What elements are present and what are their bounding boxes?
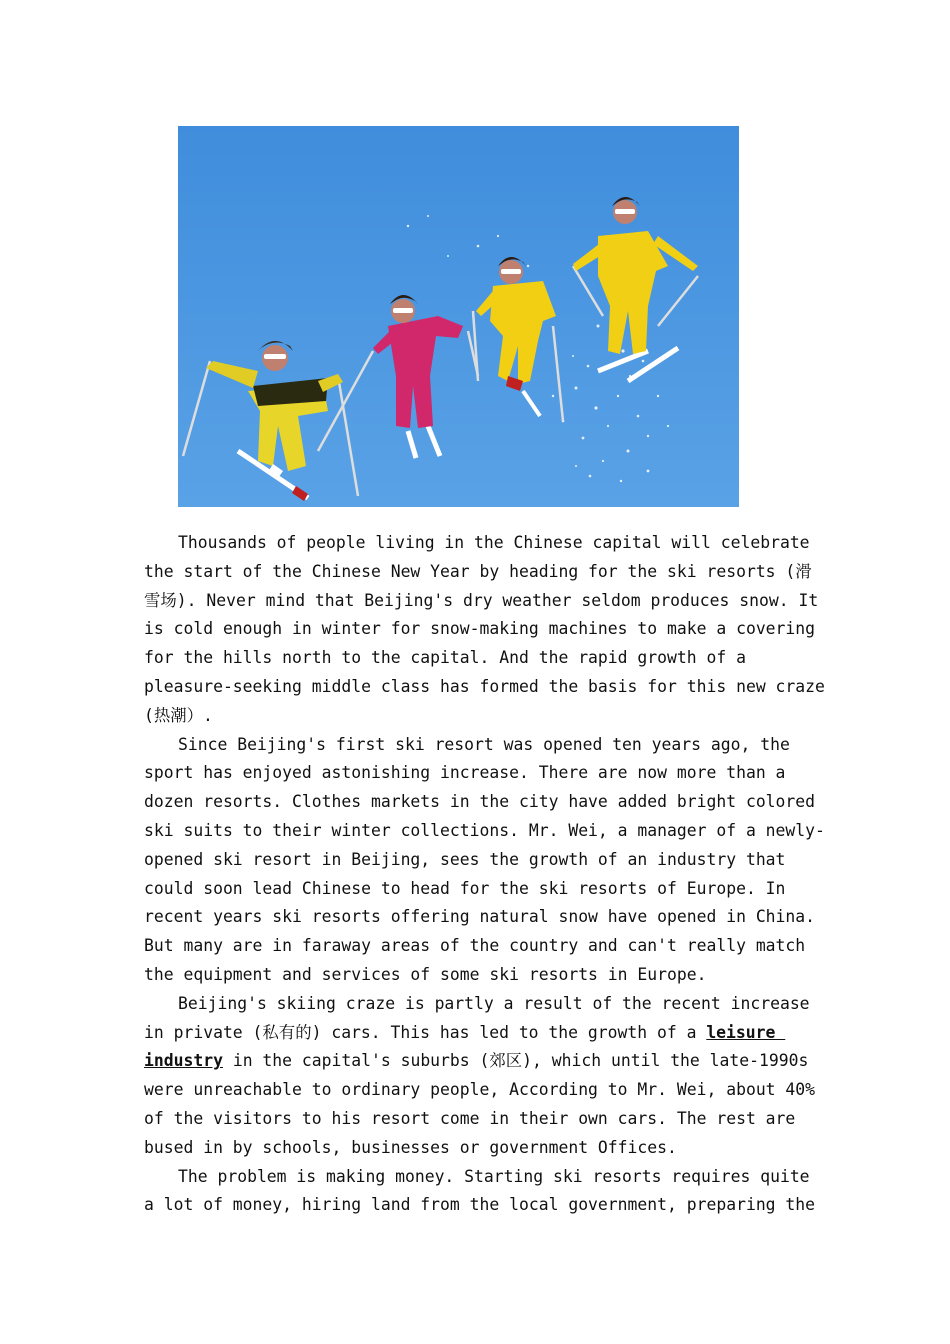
p1-line-5: for the hills north to the capital. And the rapid growth of a [144, 648, 746, 668]
skiers-photo [178, 126, 739, 507]
p4-line-1: The problem is making money. Starting ski resorts requires quite [178, 1166, 810, 1186]
p1-line-3: 雪场). Never mind that Beijing's dry weather seldom produces snow. It [144, 590, 819, 610]
p3-line-2-text: in private (私有的) cars. This has led to the growth of a [144, 1022, 707, 1042]
p2-line-2: sport has enjoyed astonishing increase. There are now more than a [144, 763, 786, 783]
p2-line-3: dozen resorts. Clothes markets in the city have added bright colored [144, 792, 816, 812]
key-term-leisure: leisure [706, 1022, 786, 1042]
p2-line-5: opened ski resort in Beijing, sees the growth of an industry that [144, 849, 786, 869]
p2-line-9: the equipment and services of some ski resorts in Europe. [144, 964, 707, 984]
p1-line-7: (热潮）. [144, 705, 213, 725]
p1-line-6: pleasure-seeking middle class has formed the basis for this new craze [144, 676, 825, 696]
p1-line-1: Thousands of people living in the Chinese capital will celebrate [178, 533, 810, 552]
p1-line-2: the start of the Chinese New Year by heading for the ski resorts (滑 [144, 561, 812, 581]
p3-line-6: bused in by schools, businesses or government Offices. [144, 1137, 677, 1157]
article-body [144, 529, 825, 1220]
p3-line-5: of the visitors to his resort come in their own cars. The rest are [144, 1108, 796, 1128]
p4-line-2: a lot of money, hiring land from the local government, preparing the [144, 1195, 816, 1215]
p3-line-3-text: in the capital's suburbs (郊区), which until the late-1990s [222, 1051, 809, 1071]
p2-line-4: ski suits to their winter collections. Mr. Wei, a manager of a newly- [144, 820, 825, 840]
p3-line-1: Beijing's skiing craze is partly a result of the recent increase [178, 993, 810, 1013]
p2-line-6: could soon lead Chinese to head for the ski resorts of Europe. In [144, 878, 786, 898]
p2-line-8: But many are in faraway areas of the country and can't really match [144, 936, 806, 956]
p2-line-7: recent years ski resorts offering natural snow have opened in China. [144, 907, 816, 927]
p3-line-2 [144, 1019, 809, 1048]
key-term-industry: industry [144, 1051, 223, 1071]
p1-line-4: is cold enough in winter for snow-making machines to make a covering [144, 619, 816, 639]
p2-line-1: Since Beijing's first ski resort was opened ten years ago, the [178, 734, 790, 754]
p3-line-3 [144, 1047, 809, 1076]
p3-line-4: were unreachable to ordinary people, According to Mr. Wei, about 40% [144, 1080, 816, 1100]
